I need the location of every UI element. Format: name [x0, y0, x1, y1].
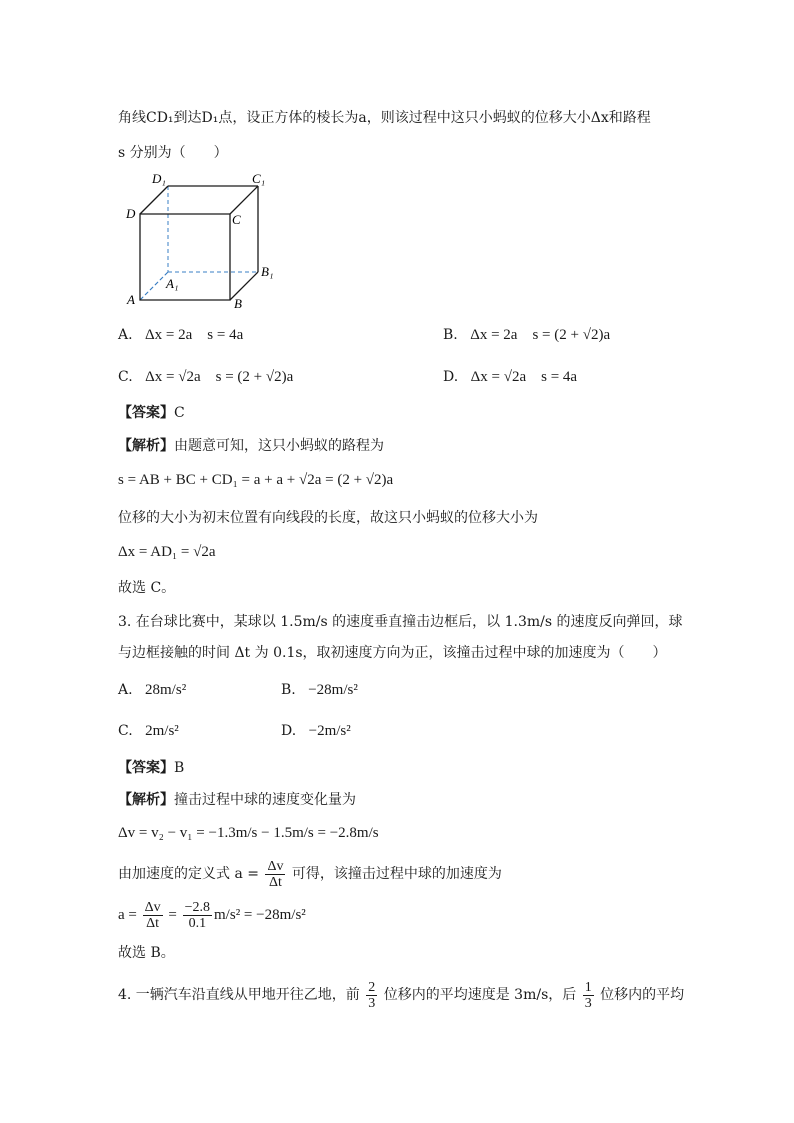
- option-text: Δx = 2a s = 4a: [145, 327, 244, 343]
- option-letter: C.: [118, 369, 133, 385]
- option-letter: D.: [281, 723, 297, 739]
- label-B1: B₁: [261, 264, 274, 279]
- fraction-denominator: Δt: [146, 916, 160, 932]
- equation-fraction-2: [183, 900, 212, 931]
- option-letter: B.: [443, 327, 458, 343]
- stem-part: 位移内的平均速度是 3m/s，后: [379, 987, 581, 1003]
- analysis-text: 由题意可知，这只小蚂蚁的路程为: [174, 438, 384, 454]
- label-D1: D₁: [152, 171, 166, 186]
- q4-stem: [118, 978, 684, 1012]
- q3-stem-1: 3. 在台球比赛中，某球以 1.5m/s 的速度垂直撞击边框后，以 1.3m/s 的速度反向弹回，球: [118, 614, 683, 630]
- q2-option-b[interactable]: [443, 325, 610, 345]
- q2-conclusion: 故选 C。: [118, 580, 176, 596]
- q2-equation-2: Δx = AD₁ = √2a: [118, 544, 216, 560]
- fraction-denominator: Δt: [268, 874, 282, 890]
- option-text: Δx = √2a s = (2 + √2)a: [145, 369, 294, 385]
- q3-equation-1: Δv = v₂ − v₁ = −1.3m/s − 1.5m/s = −2.8m/s: [118, 825, 379, 841]
- option-text: −2m/s²: [308, 723, 351, 739]
- q3-analysis: [118, 790, 356, 810]
- q2-text-2: 位移的大小为初末位置有向线段的长度，故这只小蚂蚁的位移大小为: [118, 510, 538, 526]
- analysis-tag: 【解析】: [118, 438, 174, 454]
- option-letter: A.: [118, 682, 133, 698]
- q3-conclusion: 故选 B。: [118, 945, 175, 961]
- q3-text-2: [118, 858, 502, 890]
- label-A1: A₁: [166, 276, 179, 291]
- q3-option-c[interactable]: [118, 721, 179, 741]
- cube-diagram: [118, 168, 288, 313]
- q4-fraction-2: [583, 980, 594, 1011]
- equation-part: a =: [118, 907, 141, 923]
- q2-option-c[interactable]: [118, 367, 293, 387]
- label-C: C: [232, 212, 241, 227]
- definition-text-pre: 由加速度的定义式 a =: [118, 866, 264, 882]
- q3-option-a[interactable]: [118, 680, 186, 700]
- fraction-numerator: Δv: [267, 858, 284, 874]
- option-text: Δx = √2a s = 4a: [470, 369, 578, 385]
- q3-option-d[interactable]: [281, 721, 351, 741]
- option-letter: D.: [443, 369, 459, 385]
- fraction-numerator: Δv: [144, 900, 161, 916]
- label-C1: C₁: [252, 171, 266, 186]
- option-letter: B.: [281, 682, 296, 698]
- q2-equation-1: s = AB + BC + CD₁ = a + a + √2a = (2 + √2)a: [118, 472, 394, 488]
- equation-part: m/s² = −28m/s²: [214, 907, 306, 923]
- option-text: −28m/s²: [308, 682, 358, 698]
- option-text: 2m/s²: [145, 723, 179, 739]
- answer-tag: 【答案】: [118, 405, 174, 421]
- fraction-denominator: 3: [584, 995, 592, 1011]
- analysis-text: 撞击过程中球的速度变化量为: [174, 792, 356, 808]
- fraction-denominator: 3: [368, 995, 376, 1011]
- q2-option-d[interactable]: [443, 367, 577, 387]
- q2-answer: [118, 403, 185, 423]
- equation-part: =: [164, 907, 181, 923]
- option-text: 28m/s²: [145, 682, 187, 698]
- analysis-tag: 【解析】: [118, 792, 174, 808]
- label-B: B: [234, 296, 242, 311]
- fraction-numerator: −2.8: [184, 900, 211, 916]
- option-letter: C.: [118, 723, 133, 739]
- label-A: A: [127, 292, 135, 307]
- stem-part: 位移内的平均: [595, 987, 685, 1003]
- intro-line-2: s 分别为（ ）: [118, 145, 228, 161]
- fraction-numerator: 2: [368, 979, 376, 995]
- fraction-numerator: 1: [584, 979, 592, 995]
- option-letter: A.: [118, 327, 133, 343]
- q2-analysis: [118, 436, 384, 456]
- q3-option-b[interactable]: [281, 680, 358, 700]
- stem-part: 4. 一辆汽车沿直线从甲地开往乙地，前: [118, 987, 365, 1003]
- q3-answer: [118, 758, 184, 778]
- answer-tag: 【答案】: [118, 760, 174, 776]
- definition-text-post: 可得，该撞击过程中球的加速度为: [287, 866, 502, 882]
- q4-fraction-1: [366, 980, 377, 1011]
- answer-value: B: [174, 760, 185, 776]
- intro-line-1: 角线CD₁到达D₁点，设正方体的棱长为a，则该过程中这只小蚂蚁的位移大小Δx和路程: [118, 110, 651, 126]
- option-text: Δx = 2a s = (2 + √2)a: [470, 327, 611, 343]
- definition-fraction: [265, 859, 285, 890]
- equation-fraction-1: [143, 900, 163, 931]
- label-D: D: [126, 206, 136, 221]
- q3-equation-2: [118, 898, 306, 932]
- fraction-denominator: 0.1: [188, 916, 207, 932]
- q3-stem-2: 与边框接触的时间 Δt 为 0.1s，取初速度方向为正，该撞击过程中球的加速度为（ ）: [118, 645, 667, 661]
- q2-option-a[interactable]: [118, 325, 243, 345]
- answer-value: C: [174, 405, 185, 421]
